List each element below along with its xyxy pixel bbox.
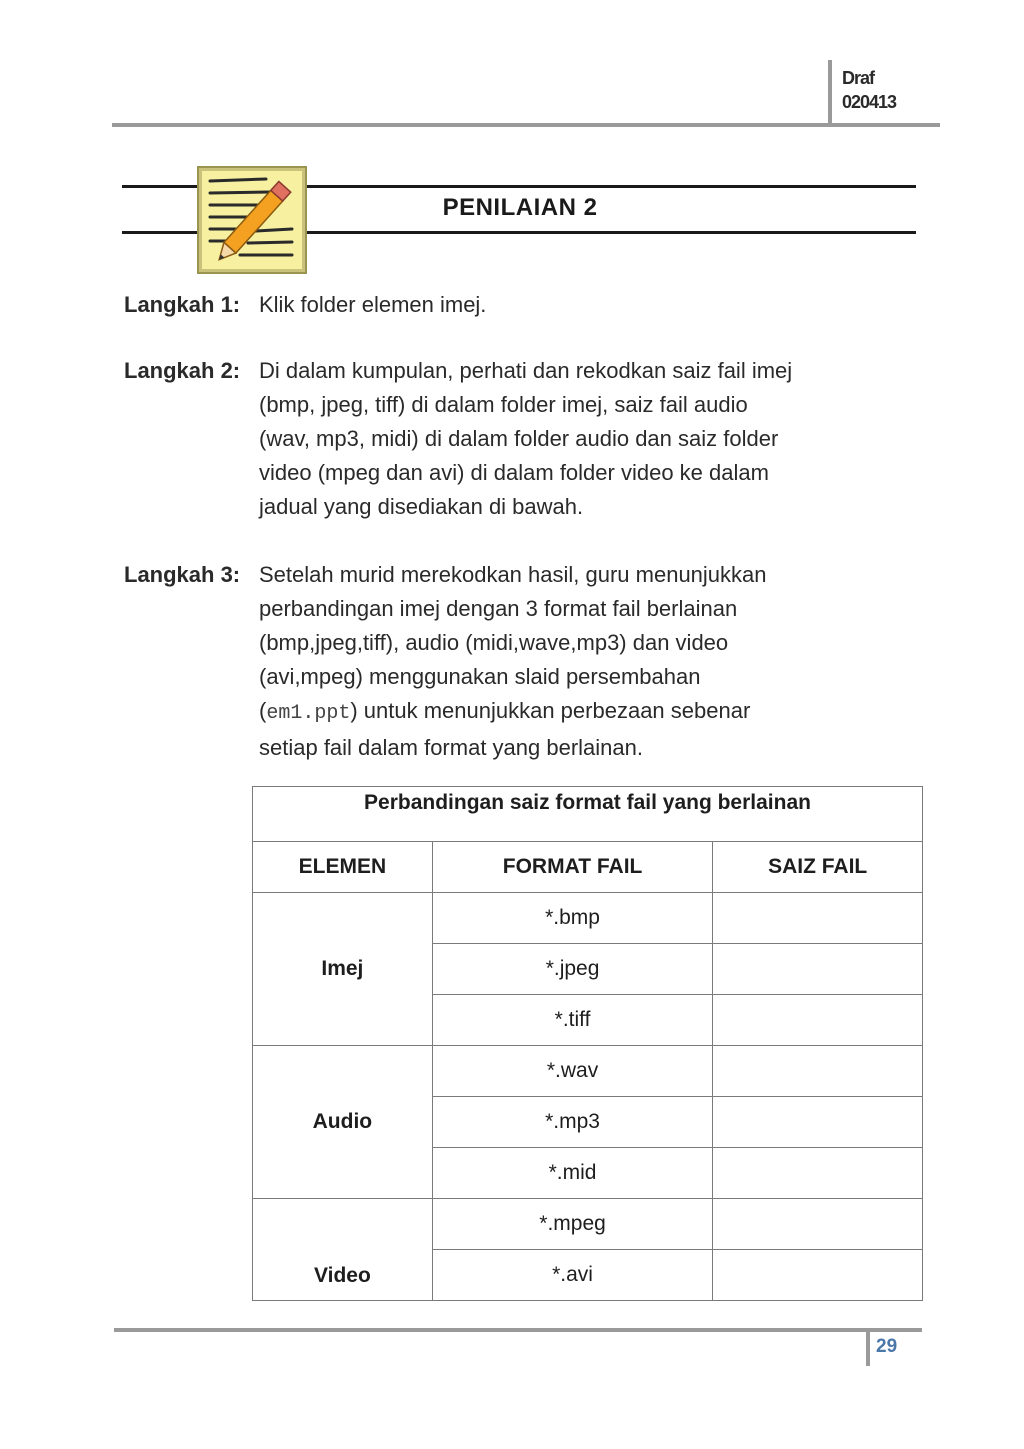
step-line: perbandingan imej dengan 3 format fail berlainan [259,596,738,621]
header-saiz-fail: SAIZ FAIL [713,842,923,893]
format-cell: *.bmp [432,893,713,944]
format-cell: *.mpeg [432,1199,713,1250]
format-cell: *.tiff [432,995,713,1046]
header-format-fail: FORMAT FAIL [432,842,713,893]
page-number: 29 [876,1336,898,1357]
size-cell[interactable] [713,1097,923,1148]
draft-word: Draf [842,68,875,88]
step-body [259,558,909,765]
element-cell-audio: Audio [253,1046,433,1199]
draft-code: 020413 [842,92,897,112]
footer-divider [114,1328,922,1332]
table-row [253,893,923,944]
step-label: Langkah 1: [124,292,241,317]
format-cell: *.wav [432,1046,713,1097]
element-cell-imej: Imej [253,893,433,1046]
step-label: Langkah 2: [124,358,241,383]
table-caption: Perbandingan saiz format fail yang berlainan [253,787,923,842]
header-divider [112,123,940,127]
size-cell[interactable] [713,944,923,995]
footer-divider-vertical [866,1330,870,1366]
step-line: setiap fail dalam format yang berlainan. [259,735,643,760]
page-title: PENILAIAN 2 [442,194,598,221]
size-cell[interactable] [713,1148,923,1199]
file-size-comparison-table [252,786,923,1301]
format-cell: *.mid [432,1148,713,1199]
table-row [253,1046,923,1097]
notepad-pencil-icon [196,165,308,275]
size-cell[interactable] [713,1046,923,1097]
format-cell: *.jpeg [432,944,713,995]
draft-label [842,66,896,114]
element-cell-video: Video [253,1199,433,1301]
size-cell[interactable] [713,893,923,944]
header-divider-vertical [828,60,832,126]
table-row [253,1199,923,1250]
step-line: (bmp, jpeg, tiff) di dalam folder imej, saiz fail audio [259,392,748,417]
step-label: Langkah 3: [124,562,241,587]
step-line: jadual yang disediakan di bawah. [259,494,584,519]
format-cell: *.mp3 [432,1097,713,1148]
step-line-rest: ) untuk menunjukkan perbezaan sebenar [350,698,751,723]
step-line: (bmp,jpeg,tiff), audio (midi,wave,mp3) dan video [259,630,729,655]
paren-open: ( [259,698,267,723]
table-caption-row [253,787,923,842]
step-line: Setelah murid merekodkan hasil, guru menunjukkan [259,562,767,587]
step-line: Klik folder elemen imej. [259,292,487,317]
step-body [259,354,909,524]
step-line: (wav, mp3, midi) di dalam folder audio dan saiz folder [259,426,779,451]
step-body [259,288,909,322]
step-line: (avi,mpeg) menggunakan slaid persembahan [259,664,701,689]
step-line: video (mpeg dan avi) di dalam folder video ke dalam [259,460,769,485]
size-cell[interactable] [713,1250,923,1301]
header-elemen: ELEMEN [253,842,433,893]
step-line: Di dalam kumpulan, perhati dan rekodkan saiz fail imej [259,358,793,383]
format-cell: *.avi [432,1250,713,1301]
table-header-row [253,842,923,893]
size-cell[interactable] [713,1199,923,1250]
size-cell[interactable] [713,995,923,1046]
step-line [259,694,909,731]
filename-em1-ppt: em1.ppt [266,702,351,725]
